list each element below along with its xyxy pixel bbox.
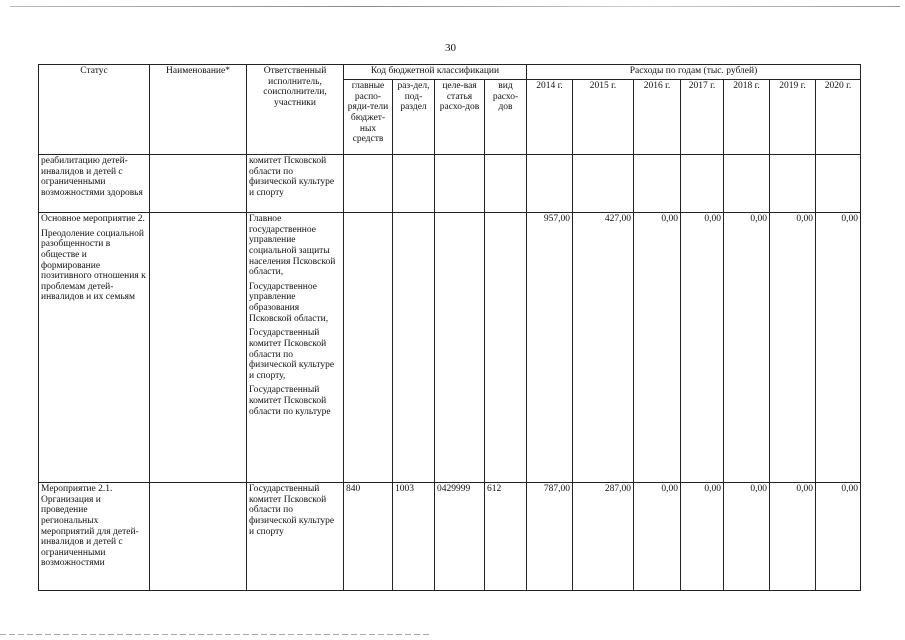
value-2020: 0,00 bbox=[816, 483, 861, 591]
status-cell bbox=[39, 483, 150, 591]
value-2014: 787,00 bbox=[527, 483, 573, 591]
code-main-manager bbox=[344, 155, 393, 213]
value-2014 bbox=[527, 155, 573, 213]
name-cell bbox=[150, 213, 247, 483]
status-text: Преодоление социальной разобщенности в обществе и формирование позитивного отношения к проблемам детей-инвалидов и их семьям bbox=[41, 228, 146, 303]
name-cell bbox=[150, 483, 247, 591]
responsible-cell bbox=[247, 483, 344, 591]
value-2014: 957,00 bbox=[527, 213, 573, 483]
code-expense-type: 612 bbox=[485, 483, 527, 591]
header-section: раз-дел, под-раздел bbox=[393, 80, 435, 155]
status-text: реабилитацию детей-инвалидов и детей с ограниченными возможностями здоровья bbox=[41, 156, 143, 198]
code-main-manager: 840 bbox=[344, 483, 393, 591]
responsible-text: комитет Псковской области по физической культуре и спорту bbox=[249, 156, 335, 198]
table-row bbox=[39, 483, 861, 591]
header-year-2017: 2017 г. bbox=[681, 80, 724, 155]
value-2016 bbox=[634, 155, 681, 213]
value-2017 bbox=[681, 155, 724, 213]
header-budget-code: Код бюджетной классификации bbox=[344, 65, 527, 80]
responsible-text: Государственный комитет Псковской области по культуре bbox=[249, 385, 331, 417]
value-2015: 287,00 bbox=[573, 483, 634, 591]
table-row bbox=[39, 213, 861, 483]
value-2017: 0,00 bbox=[681, 483, 724, 591]
value-2020: 0,00 bbox=[816, 213, 861, 483]
header-year-2016: 2016 г. bbox=[634, 80, 681, 155]
header-main-managers: главные распо-ряди-тели бюджет-ных средств bbox=[344, 80, 393, 155]
header-target-article: целе-вая статья расхо-дов bbox=[435, 80, 485, 155]
responsible-text: Государственный комитет Псковской области по физической культуре и спорту bbox=[249, 484, 335, 537]
page-number: 30 bbox=[445, 42, 456, 54]
scan-edge-bottom bbox=[0, 634, 430, 635]
responsible-text: Государственный комитет Псковской области по физической культуре и спорту, bbox=[249, 328, 335, 381]
status-text: Мероприятие 2.1. Организация и проведение региональных мероприятий для детей-инвалидов и детей с ограниченными возможностями bbox=[41, 484, 139, 569]
code-target-article bbox=[435, 213, 485, 483]
value-2018 bbox=[724, 155, 770, 213]
value-2018: 0,00 bbox=[724, 213, 770, 483]
responsible-text: Главное государственное управление социальной защиты населения Псковской области, bbox=[249, 214, 336, 278]
value-2016: 0,00 bbox=[634, 483, 681, 591]
header-year-2014: 2014 г. bbox=[527, 80, 573, 155]
code-main-manager bbox=[344, 213, 393, 483]
value-2017: 0,00 bbox=[681, 213, 724, 483]
header-year-2019: 2019 г. bbox=[770, 80, 816, 155]
responsible-cell bbox=[247, 155, 344, 213]
value-2015 bbox=[573, 155, 634, 213]
header-status: Статус bbox=[39, 65, 150, 155]
header-year-2018: 2018 г. bbox=[724, 80, 770, 155]
status-text: Основное мероприятие 2. bbox=[41, 214, 145, 224]
value-2019 bbox=[770, 155, 816, 213]
status-cell bbox=[39, 213, 150, 483]
value-2019: 0,00 bbox=[770, 483, 816, 591]
header-year-2020: 2020 г. bbox=[816, 80, 861, 155]
code-section bbox=[393, 155, 435, 213]
name-cell bbox=[150, 155, 247, 213]
header-responsible: Ответственный исполнитель, соисполнители, участники bbox=[247, 65, 344, 155]
responsible-cell bbox=[247, 213, 344, 483]
code-target-article: 0429999 bbox=[435, 483, 485, 591]
header-expenses: Расходы по годам (тыс. рублей) bbox=[527, 65, 861, 80]
code-expense-type bbox=[485, 155, 527, 213]
table-row bbox=[39, 155, 861, 213]
code-section: 1003 bbox=[393, 483, 435, 591]
value-2020 bbox=[816, 155, 861, 213]
code-section bbox=[393, 213, 435, 483]
status-cell bbox=[39, 155, 150, 213]
code-target-article bbox=[435, 155, 485, 213]
header-name: Наименование* bbox=[150, 65, 247, 155]
responsible-text: Государственное управление образования Псковской области, bbox=[249, 281, 329, 324]
value-2019: 0,00 bbox=[770, 213, 816, 483]
code-expense-type bbox=[485, 213, 527, 483]
value-2016: 0,00 bbox=[634, 213, 681, 483]
value-2018: 0,00 bbox=[724, 483, 770, 591]
scan-edge-top bbox=[10, 6, 900, 7]
budget-table bbox=[38, 64, 861, 591]
header-year-2015: 2015 г. bbox=[573, 80, 634, 155]
value-2015: 427,00 bbox=[573, 213, 634, 483]
header-expense-type: вид расхо-дов bbox=[485, 80, 527, 155]
